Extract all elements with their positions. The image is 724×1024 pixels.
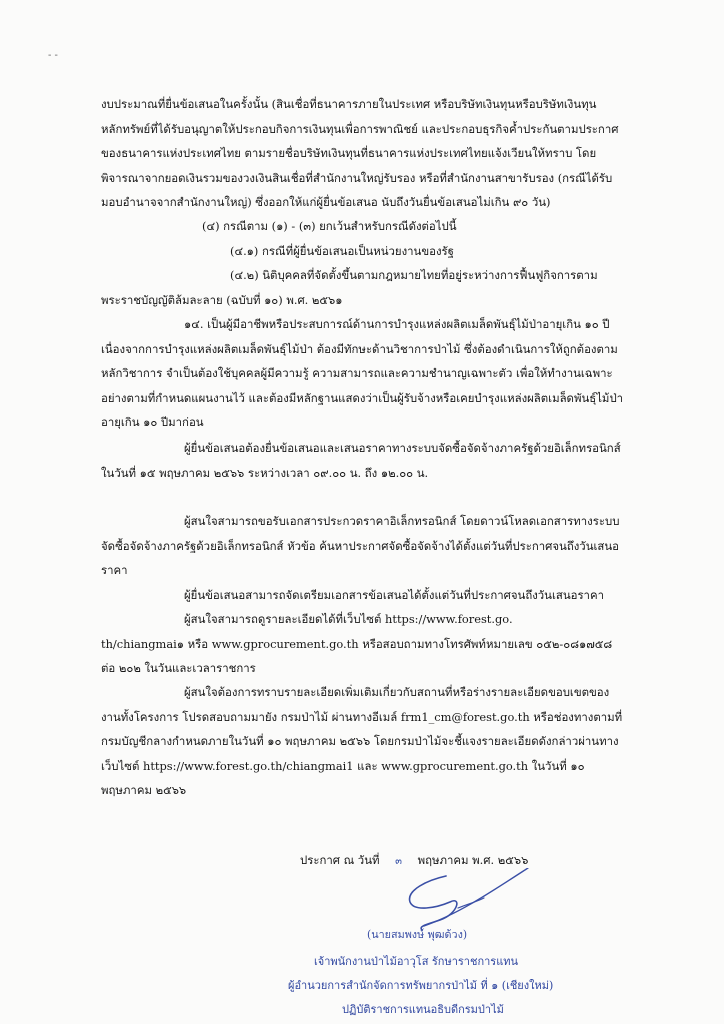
text-line: เนื่องจากการบำรุงแหล่งผลิตเมล็ดพันธุ์ไม้ป่า ต้องมีทักษะด้านวิชาการป่าไม้ ซึ่งต้องดำเนินการให้ถูกต้องตาม <box>101 341 618 356</box>
text-line: ต่อ ๒๐๒ ในวันและเวลาราชการ <box>101 661 256 675</box>
text-line: พระราชบัญญัติล้มละลาย (ฉบับที่ ๑๐) พ.ศ. ๒๕๖๑ <box>101 292 343 307</box>
signer-position: เจ้าพนักงานป่าไม้อาวุโส รักษาราชการแทน <box>314 955 519 968</box>
text-line: งานทั้งโครงการ โปรดสอบถามมายัง กรมป่าไม้ ผ่านทางอีเมล์ frm1_cm@forest.go.th หรือช่องทางตามที่ <box>101 709 623 724</box>
text-line: กรมบัญชีกลางกำหนดภายในวันที่ ๑๐ พฤษภาคม ๒๕๖๖ โดยกรมป่าไม้จะชี้แจงรายละเอียดดังกล่าวผ่านทาง <box>101 734 619 748</box>
paragraph-clause-14 <box>101 312 661 435</box>
text-line: th/chiangmai๑ หรือ www.gprocurement.go.th หรือสอบถามทางโทรศัพท์หมายเลข ๐๕๒-๐๘๑๗๕๘ <box>101 636 613 651</box>
text-line: จัดซื้อจัดจ้างภาครัฐด้วยอิเล็กทรอนิกส์ หัวข้อ ค้นหาประกาศจัดซื้อจัดจ้างได้ตั้งแต่วันที่ประกาศจนถึงวันเสนอ <box>101 538 619 553</box>
text-line: ราคา <box>101 563 128 577</box>
paragraph-submission-date <box>101 436 661 485</box>
text-line: งบประมาณที่ยื่นข้อเสนอในครั้งนั้น (สินเชื่อที่ธนาคารภายในประเทศ หรือบริษัทเงินทุนหรือบริษัทเงินทุน <box>101 97 597 111</box>
text-line: พิจารณาจากยอดเงินรวมของวงเงินสินเชื่อที่สำนักงานใหญ่รับรอง หรือที่สำนักงานสาขารับรอง (กรณีได้รับ <box>101 170 613 185</box>
date-prefix: ประกาศ ณ วันที่ <box>300 853 380 867</box>
text-line: เว็บไซต์ https://www.forest.go.th/chiangmai1 และ www.gprocurement.go.th ในวันที่ ๑๐ <box>101 758 585 773</box>
text-line: ผู้ยื่นข้อเสนอต้องยื่นข้อเสนอและเสนอราคาทางระบบจัดซื้อจัดจ้างภาครัฐด้วยอิเล็กทรอนิกส์ <box>184 441 621 455</box>
text-line: หลักวิชาการ จำเป็นต้องใช้บุคคลผู้มีความรู้ ความสามารถและความชำนาญเฉพาะตัว เพื่อให้ทำงานเฉพาะ <box>101 366 613 380</box>
text-line: ผู้สนใจสามารถขอรับเอกสารประกวดราคาอิเล็กทรอนิกส์ โดยดาวน์โหลดเอกสารทางระบบ <box>184 514 620 528</box>
signer-position: ผู้อำนวยการสำนักจัดการทรัพยากรป่าไม้ ที่ ๑ (เชียงใหม่) <box>288 979 554 992</box>
text-line: (๔.๑) กรณีที่ผู้ยื่นข้อเสนอเป็นหน่วยงานของรัฐ <box>230 243 454 258</box>
paragraph-exceptions <box>101 214 661 312</box>
text-line: ของธนาคารแห่งประเทศไทย ตามรายชื่อบริษัทเงินทุนที่ธนาคารแห่งประเทศไทยแจ้งเวียนให้ทราบ โดย <box>101 146 597 160</box>
text-line: (๔.๒) นิติบุคคลที่จัดตั้งขึ้นตามกฎหมายไทยที่อยู่ระหว่างการฟื้นฟูกิจการตาม <box>230 268 598 282</box>
text-line: อย่างตามที่กำหนดแผนงานไว้ และต้องมีหลักฐานแสดงว่าเป็นผู้รับจ้างหรือเคยบำรุงแหล่งผลิตเมล็ดพันธุ์ไม้ป่า <box>101 390 624 405</box>
paragraph-download-docs <box>101 509 661 681</box>
paragraph-credit-evidence <box>101 92 661 215</box>
text-line: ผู้สนใจต้องการทราบรายละเอียดเพิ่มเติมเกี่ยวกับสถานที่หรือร่างรายละเอียดขอบเขตของ <box>184 685 610 699</box>
date-suffix: พฤษภาคม พ.ศ. ๒๕๖๖ <box>417 853 529 867</box>
text-line: อายุเกิน ๑๐ ปีมาก่อน <box>101 415 204 429</box>
text-line: (๔) กรณีตาม (๑) - (๓) ยกเว้นสำหรับกรณีดังต่อไปนี้ <box>202 219 457 233</box>
text-line: ๑๔. เป็นผู้มีอาชีพหรือประสบการณ์ด้านการบำรุงแหล่งผลิตเมล็ดพันธุ์ไม้ป่าอายุเกิน ๑๐ ปี <box>184 317 610 331</box>
text-line: พฤษภาคม ๒๕๖๖ <box>101 783 187 797</box>
scan-mark: - - <box>48 50 58 61</box>
date-day-handwritten: ๓ <box>395 856 402 867</box>
signer-name: (นายสมพงษ์ พุฒด้วง) <box>367 928 468 941</box>
signer-position: ปฏิบัติราชการแทนอธิบดีกรมป่าไม้ <box>342 1003 504 1016</box>
text-line: ผู้ยื่นข้อเสนอสามารถจัดเตรียมเอกสารข้อเสนอได้ตั้งแต่วันที่ประกาศจนถึงวันเสนอราคา <box>184 587 604 602</box>
paragraph-inquiries <box>101 680 661 803</box>
text-line: มอบอำนาจจากสำนักงานใหญ่) ซึ่งออกให้แก่ผู้ยื่นข้อเสนอ นับถึงวันยื่นข้อเสนอไม่เกิน ๙๐ วัน) <box>101 195 551 209</box>
text-line: ในวันที่ ๑๕ พฤษภาคม ๒๕๖๖ ระหว่างเวลา ๐๙.๐๐ น. ถึง ๑๒.๐๐ น. <box>101 465 429 480</box>
text-line: หลักทรัพย์ที่ได้รับอนุญาตให้ประกอบกิจการเงินทุนเพื่อการพาณิชย์ และประกอบธุรกิจค้ำประกันตามประกาศ <box>101 121 619 136</box>
text-line: ผู้สนใจสามารถดูรายละเอียดได้ที่เว็บไซต์ https://www.forest.go. <box>184 612 513 626</box>
